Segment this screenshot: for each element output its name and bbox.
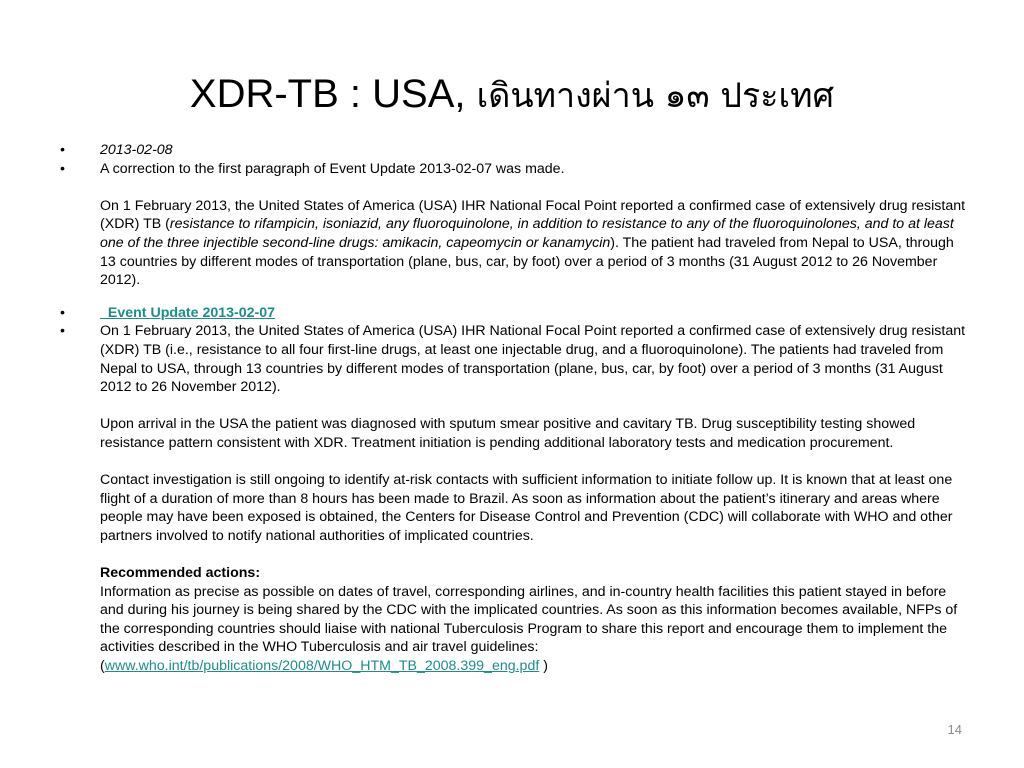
list-item-date	[60, 141, 970, 160]
event-paragraph-2: Upon arrival in the USA the patient was diagnosed with sputum smear positive and cavitary TB. Drug susceptibility testing showed resistance pattern consistent with XDR. Treatment initiation is pending additional laboratory tests and medication procurement.	[100, 416, 916, 451]
bullet-icon: •	[60, 304, 65, 321]
recommended-actions-heading: Recommended actions:	[100, 565, 261, 582]
page-number: 14	[947, 722, 962, 737]
recommended-actions-text: Information as precise as possible on dates of travel, corresponding airlines, and in-country health facilities this patient stayed in before and during his journey is being shared by the CDC with the implicated countries. As soon as this information becomes available, NFPs of the corresponding countries should liaise with national Tuberculosis Program to share this report and encourage them to implement the activities described in the WHO Tuberculosis and air travel guidelines:	[100, 583, 958, 656]
bullet-icon: •	[60, 142, 65, 158]
list-item-event-link	[60, 304, 970, 323]
title-thai: เดินทางผ่าน ๑๓ ประเทศ	[476, 76, 835, 116]
guidelines-link-line: (www.who.int/tb/publications/2008/WHO_HTM_TB_2008.399_eng.pdf )	[100, 658, 548, 675]
bullet-icon: •	[60, 323, 65, 340]
update-date: 2013-02-08	[100, 142, 173, 158]
event-update-link[interactable]: Event Update 2013-02-07	[100, 304, 276, 321]
event-paragraph-1: On 1 February 2013, the United States of America (USA) IHR National Focal Point reported a confirmed case of extensively drug resistant (XDR) TB (i.e., resistance to all four first-line drugs, at least one injectable drug, and a fluoroquinolone). The patients had traveled from Nepal to USA, through 13 countries by different modes of transportation (plane, bus, car, by foot) over a period of 3 months (31 August 2012 to 26 November 2012).	[100, 323, 966, 396]
correction-paragraph: On 1 February 2013, the United States of America (USA) IHR National Focal Point reported a confirmed case of extensively drug resistant (XDR) TB (resistance to rifampicin, isoniazid, any fluoroquinolone, in addition to resistance to any of the fluoroquinolones, and to at least one of the three injectible second-line drugs: amikacin, capeomycin or kanamycin). The patient had traveled from Nepal to USA, through 13 countries by different modes of transportation (plane, bus, car, by foot) over a period of 3 months (31 August 2012 to 26 November 2012).	[100, 197, 966, 289]
title-main: XDR-TB : USA,	[189, 72, 466, 116]
bullet-icon: •	[60, 160, 65, 177]
bullet-list	[60, 141, 970, 676]
who-guidelines-link[interactable]: www.who.int/tb/publications/2008/WHO_HTM_TB_2008.399_eng.pdf	[104, 658, 540, 675]
slide-title	[0, 66, 1024, 124]
correction-text: A correction to the first paragraph of Event Update 2013-02-07 was made.	[100, 160, 565, 177]
list-item-correction	[60, 160, 970, 290]
event-paragraph-3: Contact investigation is still ongoing to identify at-risk contacts with sufficient information to initiate follow up. It is known that at least one flight of a duration of more than 8 hours has been made to Brazil. As soon as information about the patient’s itinerary and areas where people may have been exposed is obtained, the Centers for Disease Control and Prevention (CDC) will collaborate with WHO and other partners involved to notify national authorities of implicated countries.	[100, 472, 953, 544]
list-item-event-details	[60, 322, 970, 675]
